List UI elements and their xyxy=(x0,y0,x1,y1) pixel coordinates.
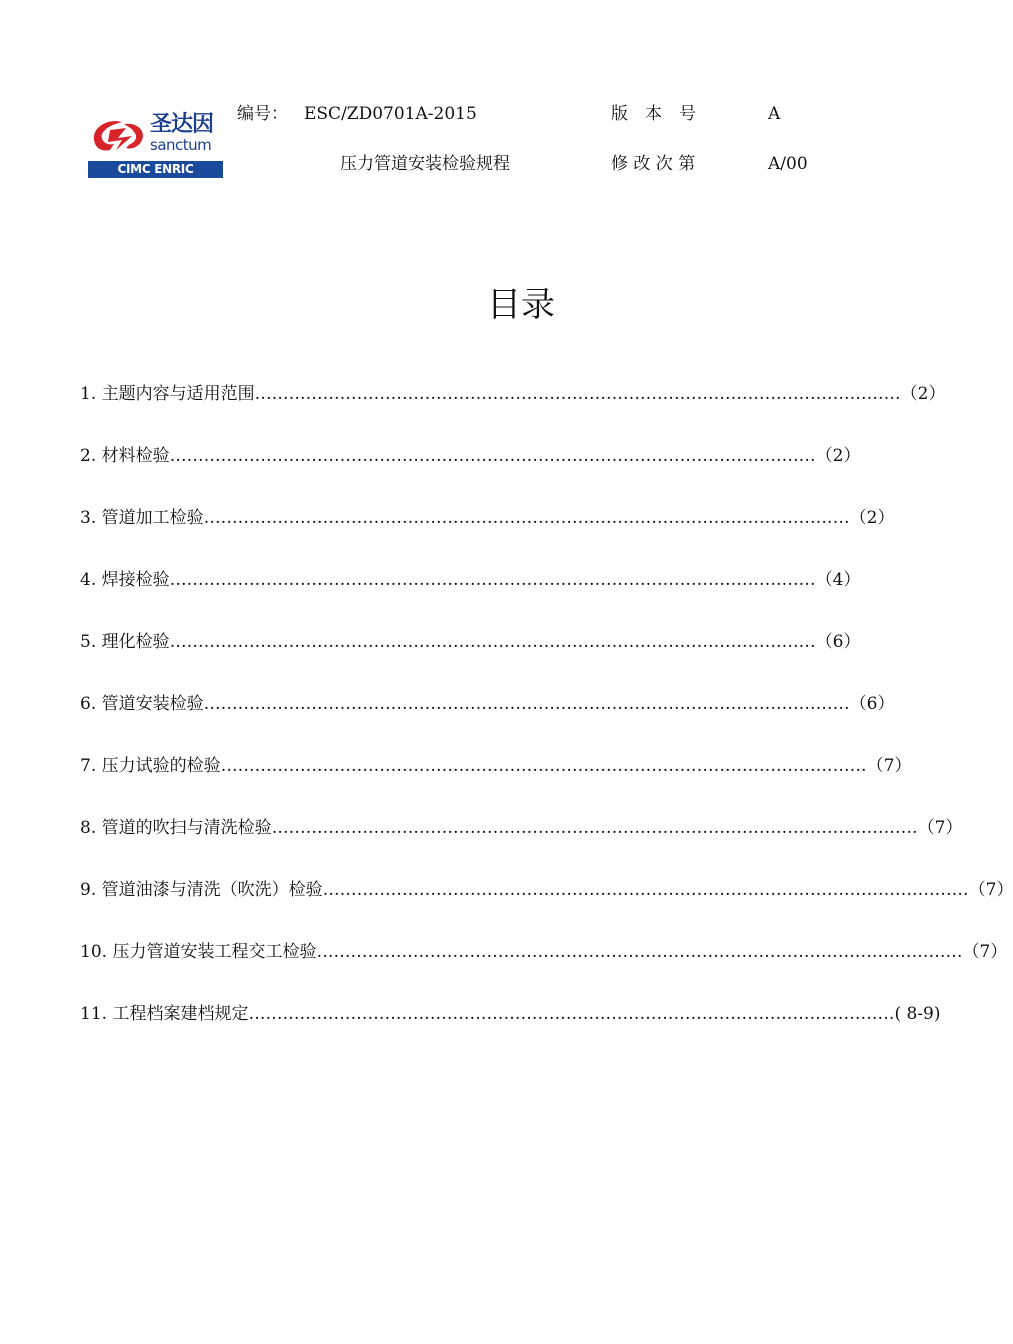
version-value: A xyxy=(768,104,781,124)
toc-item[interactable] xyxy=(80,692,895,716)
logo-mark-icon xyxy=(88,114,148,158)
toc-item-label: 7. 压力试验的检验 xyxy=(80,756,221,776)
toc-item[interactable] xyxy=(80,444,861,468)
toc-leader-dots: …………………………………………………………………………………………………… xyxy=(271,818,918,838)
toc-item[interactable] xyxy=(80,754,912,778)
toc-item[interactable] xyxy=(80,878,1013,902)
document-title: 压力管道安装检验规程 xyxy=(340,154,510,174)
toc-item-page: （6） xyxy=(849,694,895,714)
toc-item-page: （2） xyxy=(849,508,895,528)
toc-leader-dots: …………………………………………………………………………………………………… xyxy=(316,942,963,962)
toc-item-label: 11. 工程档案建档规定 xyxy=(80,1004,249,1024)
toc-leader-dots: …………………………………………………………………………………………………… xyxy=(248,1004,895,1024)
company-logo xyxy=(88,112,224,178)
page-title: 目录 xyxy=(487,285,555,325)
toc-item[interactable] xyxy=(80,382,946,406)
toc-item[interactable] xyxy=(80,816,963,840)
logo-group-name: CIMC ENRIC xyxy=(88,161,223,178)
revision-value: A/00 xyxy=(768,154,808,174)
toc-item-page: （2） xyxy=(815,446,861,466)
toc-item-label: 2. 材料检验 xyxy=(80,446,170,466)
toc-item[interactable] xyxy=(80,1002,941,1026)
toc-item[interactable] xyxy=(80,630,861,654)
toc-leader-dots: …………………………………………………………………………………………………… xyxy=(254,384,901,404)
toc-leader-dots: …………………………………………………………………………………………………… xyxy=(322,880,969,900)
toc-item-label: 5. 理化检验 xyxy=(80,632,170,652)
toc-leader-dots: …………………………………………………………………………………………………… xyxy=(203,694,850,714)
logo-top xyxy=(88,112,224,161)
version-label: 版 本 号 xyxy=(611,104,696,124)
toc-item-label: 8. 管道的吹扫与清洗检验 xyxy=(80,818,272,838)
toc-item-label: 1. 主题内容与适用范围 xyxy=(80,384,255,404)
toc-item[interactable] xyxy=(80,506,895,530)
toc-item-label: 4. 焊接检验 xyxy=(80,570,170,590)
toc-item[interactable] xyxy=(80,940,1008,964)
logo-chinese-name: 圣达因 xyxy=(150,112,214,137)
doc-number: ESC/ZD0701A-2015 xyxy=(304,104,477,124)
toc-leader-dots: …………………………………………………………………………………………………… xyxy=(203,508,850,528)
revision-label: 修 改 次 第 xyxy=(611,154,696,174)
toc-item-page: （4） xyxy=(815,570,861,590)
toc-leader-dots: …………………………………………………………………………………………………… xyxy=(169,570,816,590)
toc-item-page: （7） xyxy=(917,818,963,838)
logo-english-name: sanctum xyxy=(150,136,212,154)
toc-leader-dots: …………………………………………………………………………………………………… xyxy=(169,632,816,652)
toc-item-label: 9. 管道油漆与清洗（吹洗）检验 xyxy=(80,880,323,900)
toc-item-page: （7） xyxy=(968,880,1013,900)
doc-number-label: 编号： xyxy=(237,104,288,124)
toc-leader-dots: …………………………………………………………………………………………………… xyxy=(220,756,867,776)
toc-item-page: （7） xyxy=(866,756,912,776)
toc-item-page: （2） xyxy=(900,384,946,404)
toc-item-label: 6. 管道安装检验 xyxy=(80,694,204,714)
toc-item-page: （6） xyxy=(815,632,861,652)
toc-item[interactable] xyxy=(80,568,861,592)
toc-item-label: 10. 压力管道安装工程交工检验 xyxy=(80,942,317,962)
toc-item-label: 3. 管道加工检验 xyxy=(80,508,204,528)
toc-leader-dots: …………………………………………………………………………………………………… xyxy=(169,446,816,466)
toc-item-page: ( 8-9) xyxy=(894,1004,941,1024)
toc-item-page: （7） xyxy=(962,942,1008,962)
